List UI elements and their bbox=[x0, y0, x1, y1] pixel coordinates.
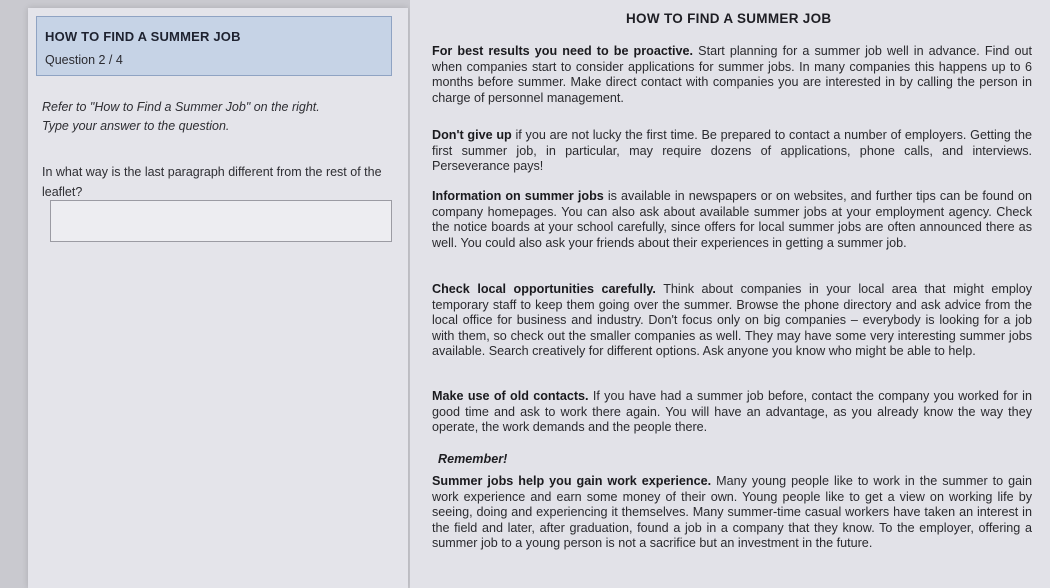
paragraph-information bbox=[432, 189, 1032, 251]
paragraph-old-contacts bbox=[432, 389, 1032, 436]
paragraph-proactive bbox=[432, 44, 1032, 106]
leaflet-title: HOW TO FIND A SUMMER JOB bbox=[626, 11, 832, 26]
paragraph-dont-give-up bbox=[432, 128, 1032, 175]
paragraph-lead: Summer jobs help you gain work experience. bbox=[432, 474, 712, 488]
question-header bbox=[36, 16, 392, 76]
question-counter: Question 2 / 4 bbox=[45, 53, 123, 67]
paragraph-lead: Don't give up bbox=[432, 128, 512, 142]
paragraph-lead: Make use of old contacts. bbox=[432, 389, 589, 403]
paragraph-body: Start planning for a summer job well in advance. Find out when companies start to consider applications for summer jobs. In many companies this happens up to 6 months before summer. Make direct contact with companies you are interested in by calling the person in charge of personnel management. bbox=[432, 44, 1032, 105]
paragraph-body: if you are not lucky the first time. Be prepared to contact a number of employers. Getting the first summer job, in particular, may require dozens of applications, phone calls, and interviews. Perseverance pays! bbox=[432, 128, 1032, 173]
instruction-refer: Refer to "How to Find a Summer Job" on the right. bbox=[42, 100, 320, 114]
paragraph-body: Think about companies in your local area that might employ temporary staff to keep them going over the summer. Browse the phone directory and ask advice from the local office for business and industry. Don't focus only on big companies – everybody is looking for a job with them, so check out the smaller companies as well. They may have some very interesting summer jobs available. Search creatively for different options. Ask anyone you know who might be able to help. bbox=[432, 282, 1032, 358]
paragraph-body: is available in newspapers or on websites, and further tips can be found on company homepages. You can also ask about available summer jobs at your employment agency. Check the notice boards at your school carefully, since offers for local summer jobs are often announced there as well. You could also ask your friends about their experiences in getting a summer job. bbox=[432, 189, 1032, 250]
question-text: In what way is the last paragraph different from the rest of the leaflet? bbox=[42, 165, 382, 199]
paragraph-lead: Information on summer jobs bbox=[432, 189, 604, 203]
answer-input[interactable] bbox=[50, 200, 392, 242]
unit-title: HOW TO FIND A SUMMER JOB bbox=[45, 29, 241, 44]
remember-heading: Remember! bbox=[438, 452, 508, 466]
paragraph-body: If you have had a summer job before, contact the company you worked for in good time and ask to work there again. You will have an advantage, as you already know the way they operate, the work demands and the people there. bbox=[432, 389, 1032, 434]
question-panel bbox=[28, 8, 408, 588]
instruction-type: Type your answer to the question. bbox=[42, 119, 230, 133]
paragraph-lead: For best results you need to be proactive. bbox=[432, 44, 694, 58]
paragraph-lead: Check local opportunities carefully. bbox=[432, 282, 656, 296]
paragraph-work-experience bbox=[432, 474, 1032, 552]
leaflet-panel bbox=[410, 0, 1050, 588]
paragraph-local-opportunities bbox=[432, 282, 1032, 360]
paragraph-body: Many young people like to work in the summer to gain work experience and earn some money of their own. Young people like to get a view on working life by seeing, doing and experiencing it themselves. Many summer-time casual workers have taken an interest in the field and later, after graduation, found a job in a company that they know. To the employer, offering a summer job to a young person is not a sacrifice but an investment in the future. bbox=[432, 474, 1032, 550]
